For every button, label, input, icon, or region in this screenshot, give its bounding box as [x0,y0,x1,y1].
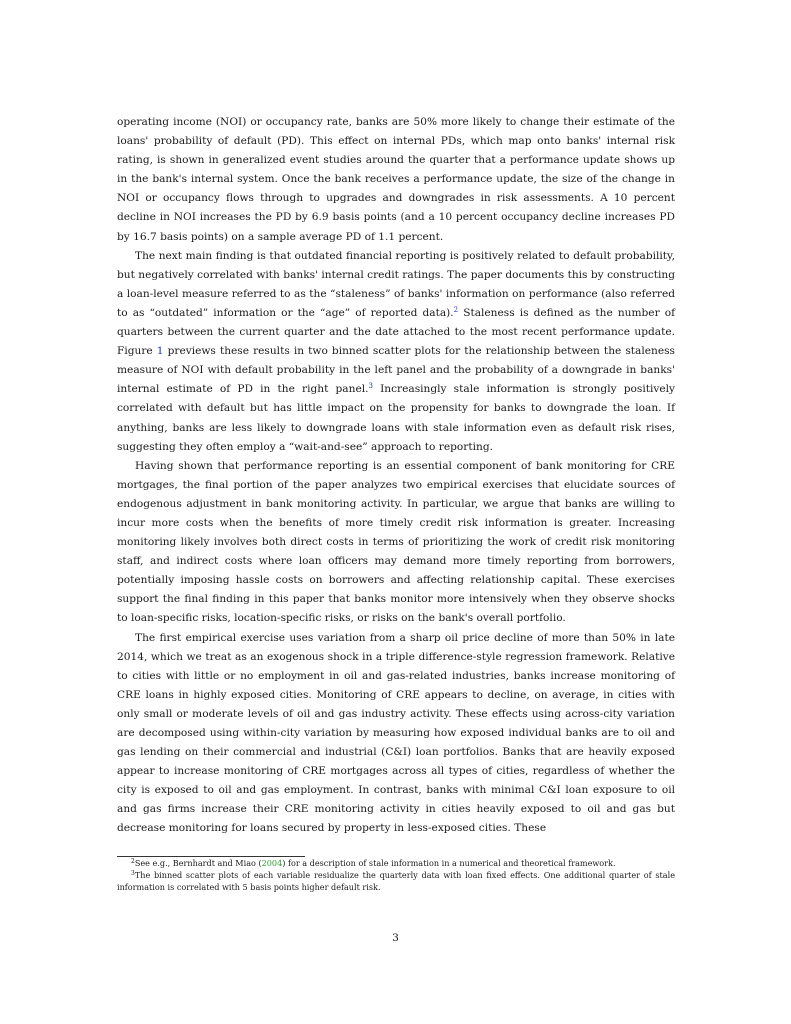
page-number: 3 [392,932,399,944]
paragraph-2-part-c: previews these results in two binned scatter plots for the relationship between the staleness measure of NOI with default probability in the left panel and the probability of a downgrade in banks' internal estimate of PD in the right panel. [117,345,675,396]
paragraph-2 [117,247,675,457]
citation-year-link[interactable]: 2004 [261,858,283,868]
paragraph-2-part-b: Staleness is defined as the number of quarters between the current quarter and the date attached to the most recent performance update. Figure [117,306,675,358]
footnote-ref-2[interactable]: 2 [453,305,459,314]
footnote-3-text: The binned scatter plots of each variable residualize the quarterly data with loan fixed effects. One additional quarter of stale information is correlated with 5 basis points higher default risk. [117,870,675,893]
paragraph-2-part-d: Increasingly stale information is strongly positively correlated with default but has little impact on the propensity for banks to downgrade the loan. If anything, banks are less likely to downgrade loans with stale information even as default risk rises, suggesting they often employ a “wait-and-see” approach to reporting. [117,383,675,453]
footnote-2 [117,857,675,869]
paragraph-1: operating income (NOI) or occupancy rate, banks are 50% more likely to change their estimate of the loans' probability of default (PD). This effect on internal PDs, which map onto banks' internal risk rating, is shown in generalized event studies around the quarter that a performance update shows up in the bank's internal system. Once the bank receives a performance update, the size of the change in NOI or occupancy flows through to upgrades and downgrades in risk assessments. A 10 percent decline in NOI increases the PD by 6.9 basis points (and a 10 percent occupancy decline increases PD by 16.7 basis points) on a sample average PD of 1.1 percent. [117,116,675,243]
footnotes [117,857,675,894]
paragraph-4: The first empirical exercise uses variation from a sharp oil price decline of more than 50% in late 2014, which we treat as an exogenous shock in a triple difference-style regression framework. Relative to cities with little or no employment in oil and gas-related industries, banks increase monitoring of CRE loans in highly exposed cities. Monitoring of CRE appears to decline, on average, in cities with only small or moderate levels of oil and gas industry activity. These effects using across-city variation are decomposed using within-city variation by measuring how exposed individual banks are to oil and gas lending on their commercial and industrial (C&I) loan portfolios. Banks that are heavily exposed appear to increase monitoring of CRE mortgages across all types of cities, regardless of whether the city is exposed to oil and gas employment. In contrast, banks with minimal C&I loan exposure to oil and gas firms increase their CRE monitoring activity in cities heavily exposed to oil and gas but decrease monitoring for loans secured by property in less-exposed cities. These [117,631,675,835]
footnote-3-mark: 3 [131,870,135,878]
footnote-2-mark: 2 [131,858,135,865]
paragraph-2-part-a: The next main finding is that outdated financial reporting is positively related to default probability, but negatively correlated with banks' internal credit ratings. The paper documents this by constructing a loan-level measure referred to as the “staleness” of banks' information on performance (also referred to as “outdated” information or the “age” of reported data). [117,249,675,319]
footnote-2-text-a: See e.g., Bernhardt and Miao ( [134,858,262,868]
footnote-2-text-b: ) for a description of stale information in a numerical and theoretical framework. [282,858,616,868]
main-text [117,113,675,839]
figure-ref-link[interactable]: 1 [156,345,164,358]
footnote-ref-3[interactable]: 3 [368,382,373,391]
paragraph-3: Having shown that performance reporting is an essential component of bank monitoring for CRE mortgages, the final portion of the paper analyzes two empirical exercises that elucidate sources of endogenous adjustment in bank monitoring activity. In particular, we argue that banks are willing to incur more costs when the benefits of more timely credit risk information is greater. Increasing monitoring likely involves both direct costs in terms of prioritizing the work of credit risk monitoring staff, and indirect costs where loan officers may demand more timely reporting from borrowers, potentially imposing hassle costs on borrowers and affecting relationship capital. These exercises support the final finding in this paper that banks monitor more intensively when they observe shocks to loan-specific risks, location-specific risks, or risks on the bank's overall portfolio. [117,459,675,625]
footnote-3 [117,869,675,893]
